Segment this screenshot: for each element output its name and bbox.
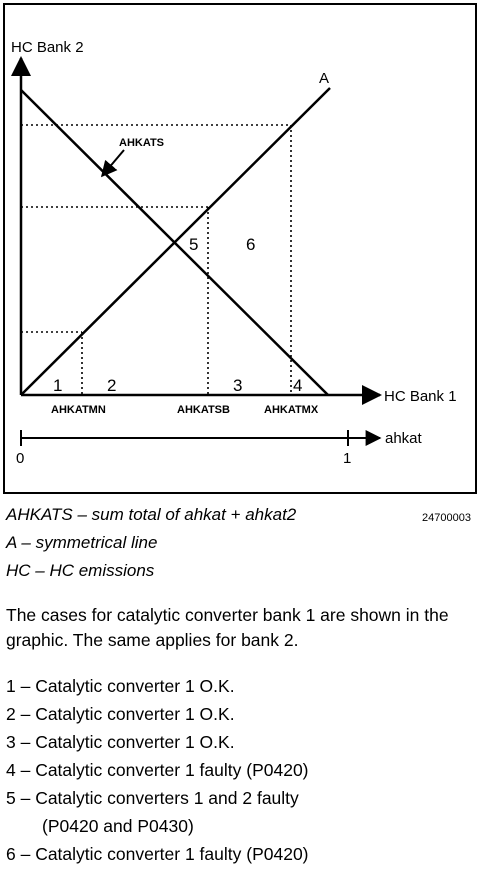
legend-item: A – symmetrical line (6, 533, 158, 552)
case-item: 5 – Catalytic converters 1 and 2 faulty (6, 788, 299, 808)
ahkats-label: AHKATS (119, 137, 165, 149)
region-label-6: 6 (246, 235, 256, 254)
symmetric-line-label: A (319, 70, 330, 87)
ahkats-pointer (102, 150, 124, 176)
region-label-5: 5 (189, 235, 199, 254)
case-item: 6 – Catalytic converter 1 faulty (P0420) (6, 844, 309, 864)
region-label-4: 4 (293, 376, 303, 395)
case-item: 3 – Catalytic converter 1 O.K. (6, 732, 235, 752)
case-item: 1 – Catalytic converter 1 O.K. (6, 676, 235, 696)
region-label-2: 2 (107, 376, 117, 395)
scale-label: ahkat (385, 430, 422, 447)
region-label-3: 3 (233, 376, 243, 395)
scale-tick-label-0: 0 (16, 450, 25, 467)
case-item: 4 – Catalytic converter 1 faulty (P0420) (6, 760, 309, 780)
legend-item: AHKATS – sum total of ahkat + ahkat2 (6, 505, 297, 524)
figure-number: 24700003 (422, 512, 471, 524)
threshold-ahkatmn: AHKATMN (51, 404, 106, 416)
x-axis-label: HC Bank 1 (384, 388, 457, 405)
threshold-ahkatmx: AHKATMX (264, 404, 319, 416)
threshold-ahkatsb: AHKATSB (177, 404, 230, 416)
case-item: 2 – Catalytic converter 1 O.K. (6, 704, 235, 724)
case-item-continued: (P0420 and P0430) (42, 816, 194, 836)
symmetric-line (21, 88, 330, 395)
description: The cases for catalytic converter bank 1 are shown in the graphic. The same applies for bank 2. (6, 605, 449, 650)
region-label-1: 1 (53, 376, 63, 395)
scale-tick-label-1: 1 (343, 450, 352, 467)
y-axis-label: HC Bank 2 (11, 39, 84, 56)
legend-item: HC – HC emissions (6, 561, 155, 580)
